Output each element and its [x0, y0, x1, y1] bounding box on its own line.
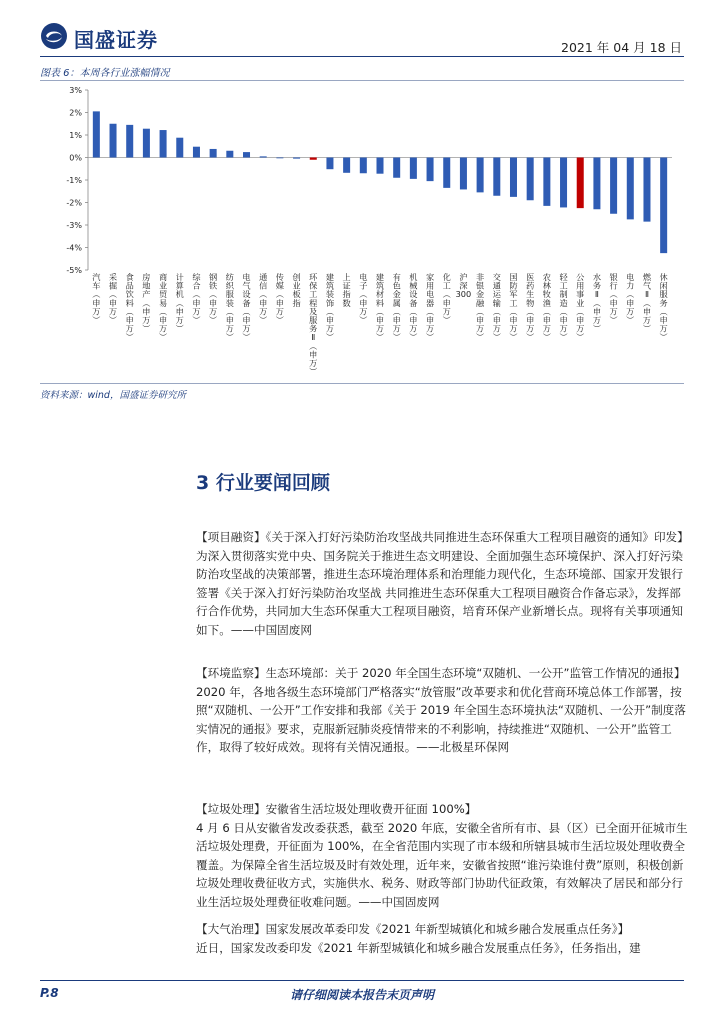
figure-top-rule — [40, 80, 684, 81]
bar — [460, 158, 467, 190]
x-tick-label: 电力︵申万︶ — [626, 272, 635, 325]
x-tick-label: 医药生物︵申万︶ — [526, 272, 535, 343]
bar — [126, 125, 133, 158]
x-tick-label: 传媒︵申万︶ — [275, 272, 284, 325]
x-tick-label: 电气设备︵申万︶ — [242, 272, 251, 343]
news-body: 2020 年，各地各级生态环境部门严格落实“放管服”改革要求和优化营商环境总体工作部署，按照“双随机、一公开”工作安排和我部《关于 2019 年全国生态环境执法“双随机、一公开”制度落实情况的通报》要求，克服新冠肺炎疫情带来的不利影响，持续推进“双随机、一公开”监管工作，取得了较好成效。现将有关情况通报。——北极星环保网 — [196, 684, 686, 755]
news-item — [196, 664, 688, 757]
bar — [527, 158, 534, 201]
bar — [443, 158, 450, 188]
figure-bottom-rule — [40, 383, 684, 384]
header-divider — [40, 56, 684, 57]
x-tick-label: 环保工程及服务 Ⅱ ︵申万︶ — [309, 272, 318, 377]
bar — [276, 158, 283, 159]
x-tick-label: 国防军工︵申万︶ — [509, 272, 518, 343]
x-tick-label: 化工︵申万︶ — [442, 272, 451, 325]
logo-text: 国盛证券 — [74, 28, 158, 52]
footer-disclaimer: 请仔细阅读本报告末页声明 — [289, 988, 434, 1002]
bar — [493, 158, 500, 196]
news-body: 近日，国家发改委印发《2021 年新型城镇化和城乡融合发展重点任务》，任务指出，建 — [196, 940, 641, 955]
news-headline: 【环境监察】生态环境部：关于 2020 年全国生态环境“双随机、一公开”监管工作情况的通报】 — [196, 666, 686, 680]
x-labels-group — [92, 272, 668, 377]
bar — [326, 158, 333, 170]
bar — [560, 158, 567, 208]
bar — [143, 129, 150, 158]
company-logo — [40, 22, 180, 52]
y-tick-label: 2% — [69, 108, 82, 118]
bars-group — [93, 111, 667, 253]
x-tick-label: 交通运输︵申万︶ — [492, 272, 501, 343]
x-tick-label: 建筑材料︵申万︶ — [375, 272, 385, 343]
bar — [660, 158, 667, 254]
bar — [643, 158, 650, 222]
x-tick-label: 银行︵申万︶ — [609, 272, 618, 325]
bar — [293, 158, 300, 159]
x-tick-label: 纺织服装︵申万︶ — [225, 272, 234, 343]
bar — [410, 158, 417, 179]
figure-title: 图表 6：本周各行业涨幅情况 — [40, 68, 170, 79]
bar — [477, 158, 484, 193]
x-tick-label: 商业贸易︵申万︶ — [158, 272, 168, 343]
news-headline: 【大气治理】国家发展改革委印发《2021 年新型城镇化和城乡融合发展重点任务》】 — [196, 922, 630, 936]
news-item — [196, 920, 688, 957]
y-tick-label: -1% — [66, 176, 82, 185]
bar — [627, 158, 634, 220]
bar — [93, 111, 100, 157]
bar — [176, 138, 183, 158]
page-number: P.8 — [40, 986, 59, 1000]
bar — [360, 158, 367, 174]
x-tick-label: 公用事业︵申万︶ — [576, 272, 585, 343]
x-tick-label: 建筑装饰︵申万︶ — [325, 272, 335, 343]
bar — [543, 158, 550, 206]
x-tick-label: 沪深 300 — [455, 272, 472, 300]
x-tick-label: 综合︵申万︶ — [192, 272, 201, 325]
industry-returns-chart — [40, 82, 680, 382]
bar — [343, 158, 350, 173]
x-tick-label: 休闲服务︵申万︶ — [659, 272, 668, 343]
bar — [243, 152, 250, 157]
x-tick-label: 房地产︵申万︶ — [142, 272, 151, 334]
x-tick-label: 钢铁︵申万︶ — [209, 272, 218, 325]
x-tick-label: 有色金属︵申万︶ — [392, 272, 401, 343]
x-tick-label: 机械设备︵申万︶ — [409, 272, 418, 343]
figure-source: 资料来源：wind，国盛证券研究所 — [40, 390, 186, 401]
bar — [577, 158, 584, 209]
x-tick-label: 电子︵申万︶ — [359, 272, 368, 325]
bar — [210, 149, 217, 158]
bar — [376, 158, 383, 174]
y-tick-label: 3% — [69, 86, 82, 95]
y-tick-label: 1% — [69, 131, 82, 140]
bar — [393, 158, 400, 178]
logo-mark-icon — [40, 22, 68, 50]
news-item — [196, 800, 688, 912]
bar — [160, 130, 167, 157]
report-date: 2021 年 04 月 18 日 — [561, 40, 682, 55]
news-item — [196, 528, 688, 640]
x-tick-label: 燃气 Ⅱ ︵申万︶ — [642, 272, 652, 334]
x-tick-label: 汽车︵申万︶ — [92, 272, 101, 325]
y-tick-label: -4% — [66, 243, 82, 253]
x-tick-label: 家用电器︵申万︶ — [425, 272, 435, 343]
x-tick-label: 农林牧渔︵申万︶ — [542, 272, 551, 343]
bar — [310, 158, 317, 160]
bar — [510, 158, 517, 197]
x-tick-label: 食品饮料︵申万︶ — [125, 272, 134, 343]
bar — [260, 156, 267, 157]
x-tick-label: 采掘︵申万︶ — [108, 272, 118, 325]
x-tick-label: 非银金融︵申万︶ — [476, 272, 485, 343]
bar — [110, 124, 117, 158]
footer-divider — [40, 980, 684, 981]
bar — [226, 151, 233, 158]
bar — [593, 158, 600, 210]
news-headline: 【项目融资】《关于深入打好污染防治攻坚战共同推进生态环保重大工程项目融资的通知》印发】 — [196, 530, 689, 544]
y-tick-label: 0% — [69, 153, 82, 163]
x-tick-label: 计算机︵申万︶ — [175, 272, 184, 334]
x-tick-label: 水务 Ⅱ ︵申万︶ — [592, 272, 602, 334]
news-headline: 【垃圾处理】安徽省生活垃圾处理收费开征面 100%】 — [196, 802, 477, 816]
section-title: 3 行业要闻回顾 — [196, 472, 330, 494]
x-tick-label: 创业板指 — [292, 272, 301, 308]
news-body: 4 月 6 日从安徽省发改委获悉，截至 2020 年底，安徽全省所有市、县（区）已全面开征城市生活垃圾处理费，开征面为 100%，在全省范围内实现了市本级和所辖县城市生活垃圾处理收费全覆盖。为保障全省生活垃圾及时有效处理，近年来，安徽省按照“谁污染谁付费”原则，积极创新垃圾处理收费征收方式，实施供水、税务、财政等部门协助代征政策，有效解决了居民和部分行业生活垃圾处理费征收难问题。——中国固废网 — [196, 820, 688, 909]
news-body: 为深入贯彻落实党中央、国务院关于推进生态文明建设、全面加强生态环境保护、深入打好污染防治攻坚战的决策部署，推进生态环境治理体系和治理能力现代化，生态环境部、国家开发银行签署《关于深入打好污染防治攻坚战 共同推进生态环保重大工程项目融资合作备忘录》，发挥部行合作优势，共同加大生态环保重大工程项目融资，培育环保产业新增长点。现将有关事项通知如下。——中国固废网 — [196, 548, 683, 637]
y-tick-label: -3% — [66, 221, 82, 230]
bar — [427, 158, 434, 182]
bar — [193, 147, 200, 158]
x-tick-label: 上证指数 — [342, 272, 351, 308]
x-tick-label: 通信︵申万︶ — [259, 272, 268, 325]
bar — [610, 158, 617, 214]
x-tick-label: 轻工制造︵申万︶ — [559, 272, 568, 343]
y-tick-label: -2% — [66, 198, 82, 208]
y-tick-label: -5% — [66, 266, 82, 275]
